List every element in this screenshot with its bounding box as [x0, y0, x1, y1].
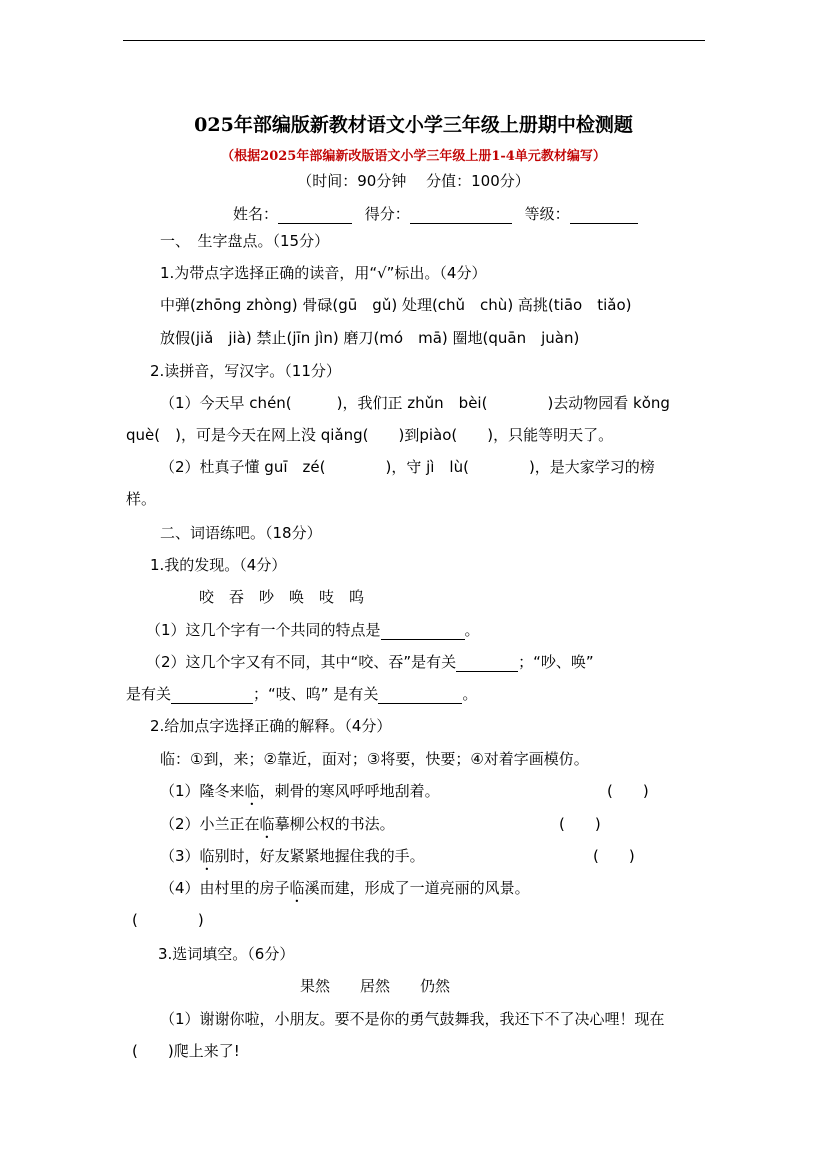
s2-q1-item2-line2: [126, 684, 477, 704]
s2-q2-answer2[interactable]: ( ): [559, 815, 601, 833]
s2-q2-answer4[interactable]: ( ): [132, 911, 204, 929]
s2-q1-item2-c: 是有关: [126, 685, 172, 703]
header-rule: [123, 40, 705, 41]
s2-q2-s4-b: 溪而建，形成了一道亮丽的风景。: [304, 879, 530, 897]
s2-q1-item1: [146, 620, 480, 640]
s1-q1-row1: 中弹(zhōng zhòng) 骨碌(gū gǔ) 处理(chǔ chù) 高挑(tiāo tiǎo): [160, 296, 632, 314]
name-blank[interactable]: [278, 207, 352, 224]
s2-q2-s4-a: （4）由村里的房子: [160, 879, 290, 897]
s2-q3-prompt: 3.选词填空。（6分）: [158, 945, 295, 963]
s2-q1-item2-b: ；“吵、唤”: [518, 653, 594, 671]
s2-q2-sentence1: [160, 781, 440, 809]
s2-q3-word-options: 果然 居然 仍然: [300, 977, 451, 995]
s2-q2-s2-b: 摹柳公权的书法。: [274, 815, 395, 833]
s2-q2-s3-a: （3）: [160, 847, 200, 865]
student-info: [233, 204, 638, 224]
s1-q2-line4: 样。: [126, 490, 157, 508]
s2-q2-sentence2: [160, 814, 395, 842]
dotted-char: 临: [199, 847, 215, 865]
s2-q2-definition: 临：①到，来；②靠近，面对；③将要，快要；④对着字画模仿。: [160, 750, 589, 768]
s2-q1-item2-line1: [146, 652, 594, 672]
s2-q2-answer1[interactable]: ( ): [607, 782, 649, 800]
section2-heading: 二、词语练吧。（18分）: [160, 524, 322, 542]
dotted-char: 临: [244, 782, 260, 800]
s1-q2-line2: què( )，可是今天在网上没 qiǎng( )到piào( )，只能等明天了。: [126, 426, 614, 444]
s2-q3-s1-line1: （1）谢谢你啦，小朋友。要不是你的勇气鼓舞我，我还下不了决心哩！现在: [160, 1010, 665, 1028]
s2-q2-answer3[interactable]: ( ): [593, 847, 635, 865]
s1-q1-prompt: 1.为带点字选择正确的读音，用“√”标出。（4分）: [160, 264, 487, 282]
s2-q1-item1-blank[interactable]: [381, 623, 465, 640]
dotted-char: 临: [259, 815, 275, 833]
s2-q1-item2-blank1[interactable]: [456, 655, 518, 672]
grade-blank[interactable]: [570, 207, 638, 224]
s2-q2-sentence3: [160, 846, 425, 874]
s2-q2-s1-a: （1）隆冬来: [160, 782, 245, 800]
s2-q1-item2-a: （2）这几个字又有不同，其中“咬、吞”是有关: [146, 653, 457, 671]
s2-q3-s1-line2: ( )爬上来了!: [132, 1042, 240, 1060]
score-label: 得分：: [364, 205, 410, 223]
s1-q2-line1: （1）今天早 chén( )，我们正 zhǔn bèi( )去动物园看 kǒng: [160, 394, 670, 412]
score-blank[interactable]: [410, 207, 512, 224]
page-subtitle: （根据2025年部编新改版语文小学三年级上册1-4单元教材编写）: [221, 149, 606, 164]
time-score: （时间：90分钟 分值：100分）: [297, 172, 530, 190]
s2-q1-item1-end: 。: [464, 621, 480, 639]
s2-q2-s1-b: ，刺骨的寒风呼呼地刮着。: [259, 782, 440, 800]
s2-q2-sentence4: [160, 878, 530, 906]
s2-q2-prompt: 2.给加点字选择正确的解释。（4分）: [150, 717, 392, 735]
s2-q1-item2-blank3[interactable]: [378, 687, 462, 704]
s1-q2-prompt: 2.读拼音，写汉字。（11分）: [150, 362, 341, 380]
s2-q1-prompt: 1.我的发现。（4分）: [150, 556, 287, 574]
s2-q1-chars: 咬 吞 吵 唤 吱 呜: [199, 588, 365, 606]
s2-q1-item2-blank2[interactable]: [171, 687, 253, 704]
page-title: 025年部编版新教材语文小学三年级上册期中检测题: [194, 114, 633, 136]
grade-label: 等级：: [524, 205, 570, 223]
dotted-char: 临: [289, 879, 305, 897]
s1-q2-line3: （2）杜真子懂 guī zé( )，守 jì lù( )，是大家学习的榜: [160, 458, 655, 476]
s2-q2-s2-a: （2）小兰正在: [160, 815, 260, 833]
s2-q1-item2-d: ；“吱、呜” 是有关: [253, 685, 379, 703]
name-label: 姓名：: [233, 205, 279, 223]
s1-q1-row2: 放假(jiǎ jià) 禁止(jīn jìn) 磨刀(mó mā) 圈地(quān juàn): [160, 329, 580, 347]
s2-q1-item2-end: 。: [462, 685, 478, 703]
s2-q1-item1-text: （1）这几个字有一个共同的特点是: [146, 621, 381, 639]
section1-heading: 一、 生字盘点。（15分）: [160, 232, 330, 250]
s2-q2-s3-b: 别时，好友紧紧地握住我的手。: [214, 847, 425, 865]
